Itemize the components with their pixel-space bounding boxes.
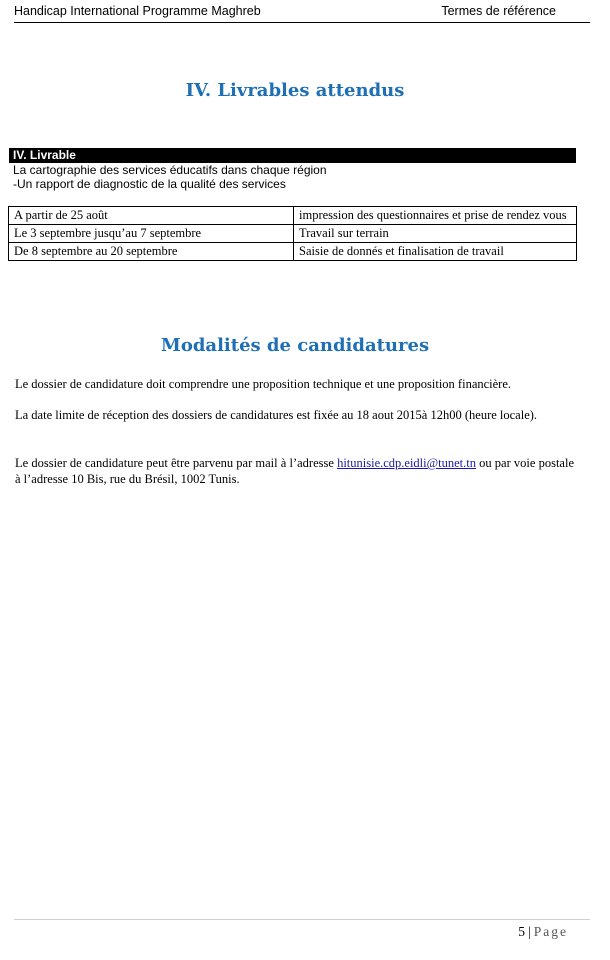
paragraph-deadline: La date limite de réception des dossiers de candidatures est fixée au 18 aout 2015à 12h00 (heure locale).: [15, 408, 538, 422]
section-title: IV. Livrables attendus: [185, 80, 405, 101]
livrable-heading: IV. Livrable: [9, 148, 576, 163]
period-cell: A partir de 25 août: [9, 207, 294, 225]
livrable-box: [9, 148, 576, 191]
email-link[interactable]: hitunisie.cdp.eidli@tunet.tn: [337, 456, 476, 470]
footer-separator: |: [528, 924, 531, 939]
submission-text-end: ou par voie postale à l’adresse 10 Bis, rue du Brésil, 1002 Tunis.: [15, 456, 575, 486]
page-number: 5: [518, 924, 526, 939]
header-divider: [14, 22, 590, 23]
livrable-line: La cartographie des services éducatifs dans chaque région: [13, 163, 327, 177]
paragraph-proposal: Le dossier de candidature doit comprendre une proposition technique et une proposition financière.: [15, 377, 512, 391]
table-row: [9, 243, 577, 261]
task-cell: Saisie de donnés et finalisation de travail: [294, 243, 577, 261]
table-row: [9, 207, 577, 225]
submission-text-start: Le dossier de candidature peut être parvenu par mail à l’adresse: [15, 456, 338, 470]
header-organization: Handicap International Programme Maghreb: [14, 4, 261, 18]
task-cell: Travail sur terrain: [294, 225, 577, 243]
livrable-line: -Un rapport de diagnostic de la qualité des services: [13, 177, 286, 191]
paragraph-submission: [15, 455, 574, 487]
schedule-table: [8, 206, 577, 261]
table-row: [9, 225, 577, 243]
period-cell: Le 3 septembre jusqu’au 7 septembre: [9, 225, 294, 243]
page-label: Page: [533, 924, 568, 939]
page-footer: [518, 924, 568, 940]
task-cell: impression des questionnaires et prise de rendez vous: [294, 207, 577, 225]
period-cell: De 8 septembre au 20 septembre: [9, 243, 294, 261]
footer-divider: [14, 919, 590, 920]
page-header: [14, 4, 556, 18]
modalites-title: Modalités de candidatures: [160, 335, 430, 356]
header-doc-type: Termes de référence: [441, 4, 556, 18]
